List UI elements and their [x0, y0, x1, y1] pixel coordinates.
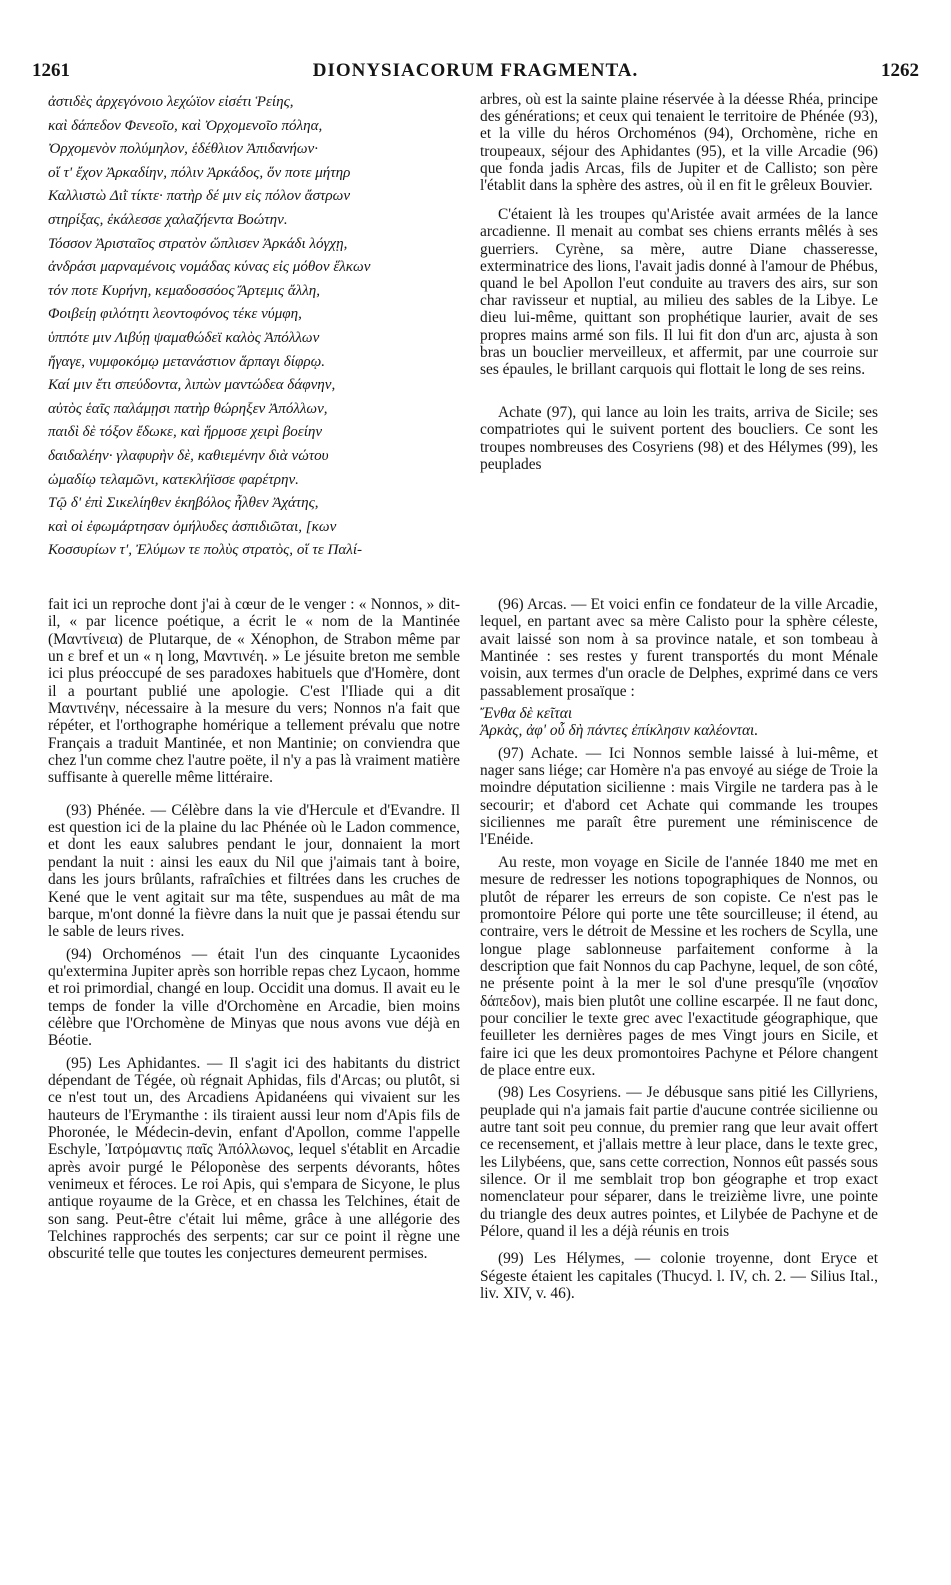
greek-line: παιδὶ δὲ τόξον ἔδωκε, καὶ ἥρμοσε χειρὶ βοείην — [48, 424, 323, 441]
greek-line: Τόσσον Ἀρισταῖος στρατὸν ὥπλισεν Ἀρκάδι λόγχῃ, — [48, 235, 348, 252]
greek-line: στηρίξας, ἐκάλεσσε χαλαζήεντα Βοώτην. — [48, 211, 288, 228]
note-paragraph: fait ici un reproche dont j'ai à cœur de le venger : « Nonnos, » dit-il, « par licence poétique, a écrit le « nom de la Mantinée (Μαντίνεια) de Plutarque, de « Xénophon, de Strabon même par un ε bref et un « η long, Μαντινέη. » Le jésuite breton me semble ici plus préoccupé de ses paradoxes habituels que d'Homère, dont il a pourtant publié une apologie. C'est l'Iliade qui a dit Μαντινέην, nécessaire à la mesure du vers; Nonnos n'a fait que répéter, et l'orthographe homérique a tellement prévalu que notre Français a traduit Mantinée, et non Mantinie; on conviendra que chez l'un comme chez l'autre poëte, il n'y a pas là vraiment matière suffisante à querelle même littéraire. — [48, 596, 460, 787]
greek-line: Καλλιστὼ Διῒ τίκτε· πατὴρ δέ μιν εἰς πόλον ἄστρων — [48, 188, 351, 205]
running-title: DIONYSIACORUM FRAGMENTA. — [312, 60, 639, 81]
greek-line: Φοιβείῃ φιλότητι λεοντοφόνος τέκε νύμφη, — [48, 306, 302, 323]
greek-line: Ὀρχομενὸν πολύμηλον, ἑδέθλιον Ἀπιδανήων· — [48, 141, 319, 158]
greek-line: οἵ τ' ἔχον Ἀρκαδίην, πόλιν Ἀρκάδος, ὅν ποτε μήτηρ — [48, 164, 351, 181]
note-94: (94) Orchoménos — était l'un des cinquante Lycaonides qu'extermina Jupiter après son horrible repas chez Lycaon, homme et roi primordial, changé en loup. Occidit una domus. Il avait eu le temps de fonder la ville d'Orchomène en Arcadie, bien moins célèbre que l'Orchomène de Minyas que nous avons vue déjà en Béotie. — [48, 945, 460, 1050]
note-97-continued: Au reste, mon voyage en Sicile de l'année 1840 me met en mesure de redresser les notions topographiques de Nonnos, ou plutôt de réparer les erreurs de son copiste. Ce n'est pas le promontoire Pélore qui porte une tête sourcilleuse; il étend, au contraire, vers le détroit de Messine et les rochers de Scylla, une longue plage sablonneuse parfaitement conforme à la description que fait Nonnos du cap Pachyne, lequel, de son côté, ne présente point à la mer le sol d'une presqu'île (νησαῖον δάπεδον), mais bien plutôt une colline escarpée. Il ne faut donc, pour concilier le texte grec avec l'exactitude géographique, que feuilleter les dernières pages de mes Vingt jours en Sicile, et faire ici que les deux promontoires Pachyne et Pélore changent de place entre eux. — [480, 853, 878, 1079]
note-93: (93) Phénée. — Célèbre dans la vie d'Hercule et d'Evandre. Il est question ici de la plaine du lac Phénée où le Ladon commence, et dont les eaux salubres pendant le jour, donnaient la mort pendant la nuit : ainsi les eaux du Nil que j'aimais tant à boire, dans les jours brûlants, rafraîchies et filtrées dans les cruches de Kené que le vent agitait sur ma tête, suspendues au mât de ma barque, m'ont donné la fièvre dans la nuit que je passai étendu sur le sable de leurs rives. — [48, 801, 460, 941]
greek-line: ἤγαγε, νυμφοκόμῳ μετανάστιον ἅρπαγι δίφρῳ. — [48, 353, 326, 370]
note-97: (97) Achate. — Ici Nonnos semble laissé à lui-même, et nager sans liége; car Homère n'a pas envoyé au siége de Troie la moindre députation sicilienne : mais Virgile ne tardera pas à le secourir; et d'abord cet Achate qui commande les troupes siciliennes me paraît être purement une réminiscence de l'Enéide. — [480, 744, 878, 849]
greek-line: καὶ δάπεδον Φενεοῖο, καὶ Ὀρχομενοῖο πόληα, — [48, 117, 323, 134]
note-95: (95) Les Aphidantes. — Il s'agit ici des habitants du district dépendant de Tégée, où régnait Aphidas, fils d'Arcas; ou plutôt, si ce n'est tout un, des Arcadiens Apidanéens qui vivaient sur les hauteurs de l'Erymanthe : ils tiraient aussi leur nom d'Apis fils de Phoronée, le Médecin-devin, enfant d'Apollon, comme l'appelle Eschyle, Ἰατρόμαντις παῖς Ἀπόλλωνος, lequel s'établit en Arcadie après avoir purgé le Péloponèse des serpents dévorants, hôtes venimeux et féroces. Le roi Apis, qui s'empara de Sicyone, le plus antique royaume de la Grèce, et en chassa les Telchines, était de son sang. Peut-être c'était lui même, grâce à une allégorie des Telchines rapprochés des serpents; car sur ce point il règne une obscurité telle que toutes les conjectures demeurent permises. — [48, 1054, 460, 1263]
notes-left-column — [48, 596, 460, 1268]
greek-line: ὠμαδίῳ τελαμῶνι, κατεκλήϊσσε φαρέτρην. — [48, 471, 299, 488]
greek-line: καὶ οἱ ἐφωμάρτησαν ὁμήλυδες ἀσπιδιῶται, [κων — [48, 518, 337, 535]
translation-paragraph: C'étaient là les troupes qu'Aristée avait armées de la lance arcadienne. Il menait au combat ses chiens errants mêlés à ses guerriers. Cyrène, sa mère, autre Diane chasseresse, exterminatrice des lions, l'avait jadis donné à l'amour de Phébus, quand le bel Apollon l'eut conduite au travers des airs, sur son char ravisseur et nuptial, au milieu des sables de la Libye. Le dieu lui-même, quittant son prophétique laurier, avait de ses propres mains armé son fils. Il lui fit don d'un arc, ajusta à son bras un bouclier merveilleux, et affermit, par une courroie sur ses épaules, le brillant carquois qui flottait le long de ses reins. — [480, 206, 878, 379]
greek-line: δαιδαλέην· γλαφυρὴν δὲ, καθιεμένην διὰ νώτου — [48, 447, 329, 464]
greek-text-column — [48, 91, 468, 563]
greek-line: Τῷ δ' ἐπὶ Σικελίηθεν ἑκηβόλος ἦλθεν Ἀχάτης, — [48, 495, 319, 512]
greek-line: αὐτὸς ἑαῖς παλάμῃσι πατὴρ θώρηξεν Ἀπόλλων, — [48, 400, 328, 417]
greek-line: ἀνδράσι μαρναμένοις νομάδας κύνας εἰς μόθον ἕλκων — [48, 259, 371, 276]
translation-paragraph: arbres, où est la sainte plaine réservée à la déesse Rhéa, principe des générations; et ceux qui tenaient le territoire de Phénée (93), et la ville du héros Orchoménos (94), Orchomène, riche en troupeaux, séjour des Aphidantes (95), et la ville Arcadie (96) que fonda jadis Arcas, fils de Jupiter et de Callisto; son père l'établit dans la sphère des astres, où il en fit le grêleux Bouvier. — [480, 91, 878, 195]
note-99: (99) Les Hélymes, — colonie troyenne, dont Eryce et Ségeste étaient les capitales (Thucyd. l. IV, ch. 2. — Silius Ital., liv. XIV, v. 46). — [480, 1250, 878, 1303]
page-number-right: 1262 — [881, 60, 919, 81]
translation-paragraph: Achate (97), qui lance au loin les traits, arriva de Sicile; ses compatriotes qui le suivent portent des boucliers. Ce sont les troupes nombreuses des Cosyriens (98) et des Hélymes (99), les peuplades — [480, 404, 878, 473]
greek-line: τόν ποτε Κυρήνη, κεμαδοσσόος Ἄρτεμις ἄλλη, — [48, 282, 320, 299]
greek-line: Κοσσυρίων τ', Ἐλύμων τε πολὺς στρατὸς, οἵ τε Παλί- — [48, 542, 363, 559]
greek-quote-line: Ἀρκὰς, ἀφ' οὗ δὴ πάντες ἐπίκλησιν καλέονται. — [480, 722, 759, 740]
greek-line: ἀστιδὲς ἀρχεγόνοιο λεχώϊον εἰσέτι Ῥείης, — [48, 94, 294, 110]
greek-line: Καί μιν ἔτι σπεύδοντα, λιπὼν μαντώδεα δάφνην, — [48, 377, 336, 394]
page-number-left: 1261 — [32, 60, 70, 81]
notes-right-column — [480, 596, 878, 1307]
note-96: (96) Arcas. — Et voici enfin ce fondateur de la ville Arcadie, lequel, en partant avec sa mère Calisto pour la sphère céleste, avait laissé son nom à sa province natale, et son tombeau à Mantinée : ses restes y furent transportés du mont Ménale voisin, aux termes d'un oracle de Delphes, exprimé dans ce vers passablement prosaïque : — [480, 596, 878, 700]
greek-quote-line: Ἔνθα δὲ κεῖται — [480, 705, 573, 723]
french-translation-column — [480, 91, 878, 485]
running-header — [32, 60, 919, 86]
note-98: (98) Les Cosyriens. — Je débusque sans pitié les Cillyriens, peuplade qui n'a jamais fait partie d'aucune contrée sicilienne ou autre tant soit peu connue, du premier rang que leur avait offert ce recensement, et j'allais mettre à leur place, dans le texte grec, les Lilybéens, que, sans cette correction, Nonnos eût passés sous silence. Or il me semblait trop bon géographe et trop exact nomenclateur pour séparer, dans le treizième livre, une pointe du triangle des deux autres pointes, et Lilybée de Pachyne et de Pélore, quand il les a déjà réunis en trois — [480, 1084, 878, 1241]
greek-line: ὑππότε μιν Λιβύῃ ψαμαθώδεϊ καλὸς Ἀπόλλων — [48, 329, 320, 346]
